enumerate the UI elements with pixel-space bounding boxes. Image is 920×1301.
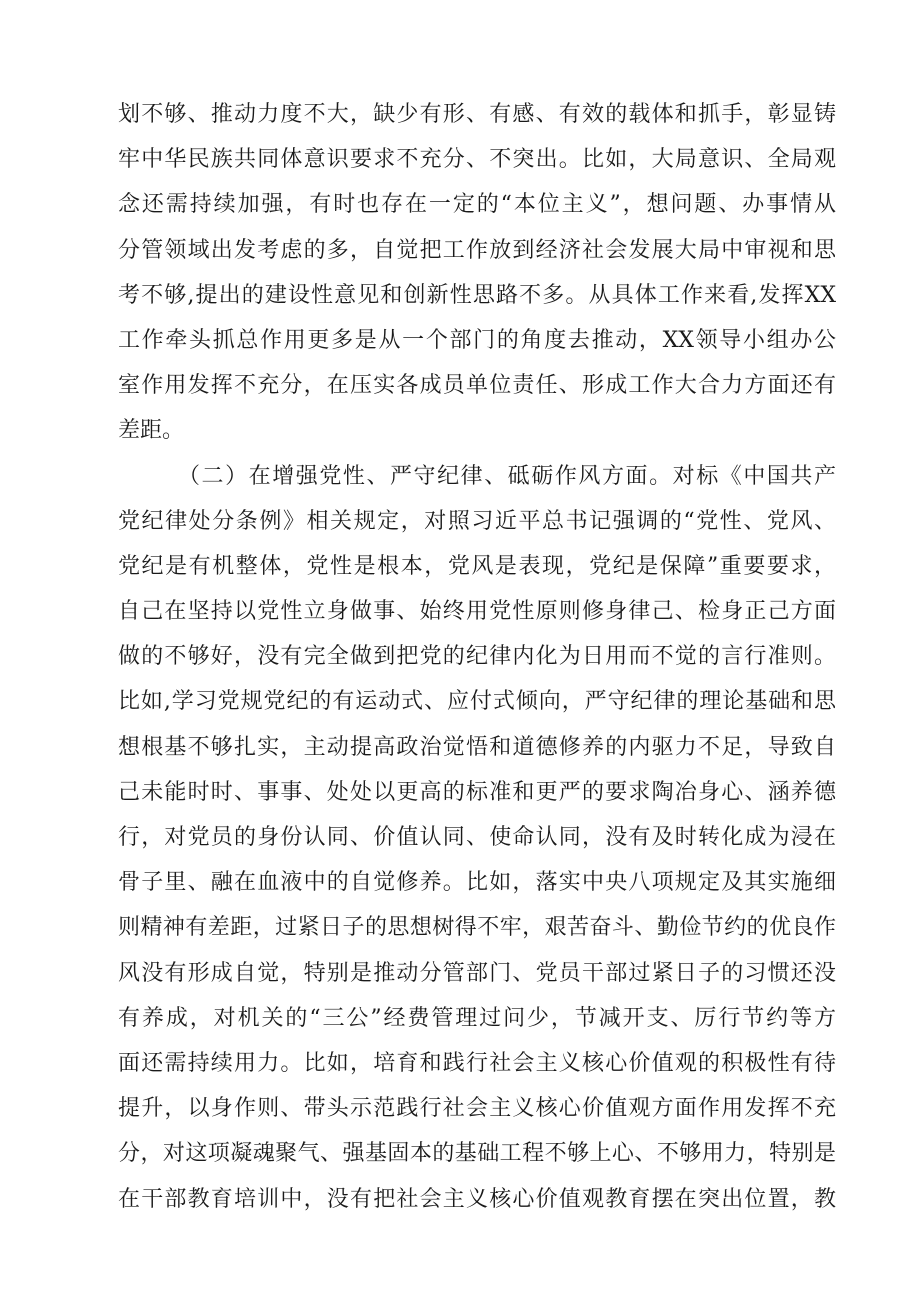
text-line: 己未能时时、事事、处处以更高的标准和更严的要求陶冶身心、涵养德 (118, 779, 836, 805)
text-line: 则精神有差距，过紧日子的思想树得不牢，艰苦奋斗、勤俭节约的优良作 (118, 915, 836, 941)
text-line: 提升，以身作则、带头示范践行社会主义核心价值观方面作用发挥不充 (118, 1096, 836, 1122)
text-line: 分，对这项凝魂聚气、强基固本的基础工程不够上心、不够用力，特别是 (118, 1141, 836, 1167)
text-line: 党纪律处分条例》相关规定，对照习近平总书记强调的“党性、党风、 (118, 508, 836, 534)
section-heading-line: （二）在增强党性、严守纪律、砥砺作风方面。对标《中国共产 (178, 463, 836, 489)
text-line: 工作牵头抓总作用更多是从一个部门的角度去推动，XX领导小组办公 (118, 327, 836, 353)
paragraph-continuation (118, 92, 836, 454)
text-line: 室作用发挥不充分，在压实各成员单位责任、形成工作大合力方面还有 (118, 373, 836, 399)
text-line: 比如,学习党规党纪的有运动式、应付式倾向，严守纪律的理论基础和思 (118, 689, 836, 715)
text-line: 面还需持续用力。比如，培育和践行社会主义核心价值观的积极性有待 (118, 1050, 836, 1076)
paragraph-section-two (118, 454, 836, 1222)
body-text (118, 92, 836, 1222)
text-line: 分管领域出发考虑的多，自觉把工作放到经济社会发展大局中审视和思 (118, 237, 836, 263)
text-line: 骨子里、融在血液中的自觉修养。比如，落实中央八项规定及其实施细 (118, 870, 836, 896)
text-line: 党纪是有机整体，党性是根本，党风是表现，党纪是保障”重要要求， (118, 553, 836, 579)
text-line: 划不够、推动力度不大，缺少有形、有感、有效的载体和抓手，彰显铸 (118, 102, 836, 127)
text-line: 念还需持续加强，有时也存在一定的“本位主义”，想问题、办事情从 (118, 192, 836, 218)
text-line: 做的不够好，没有完全做到把党的纪律内化为日用而不觉的言行准则。 (118, 644, 836, 670)
text-line: 有养成，对机关的“三公”经费管理过问少，节减开支、厉行节约等方 (118, 1005, 836, 1031)
text-line: 自己在坚持以党性立身做事、始终用党性原则修身律己、检身正己方面 (118, 599, 836, 625)
text-line: 在干部教育培训中，没有把社会主义核心价值观教育摆在突出位置，教 (118, 1186, 836, 1212)
text-line: 想根基不够扎实，主动提高政治觉悟和道德修养的内驱力不足，导致自 (118, 734, 836, 760)
text-line: 差距。 (118, 418, 185, 444)
text-line: 行，对党员的身份认同、价值认同、使命认同，没有及时转化成为浸在 (118, 825, 836, 850)
text-line: 考不够,提出的建设性意见和创新性思路不多。从具体工作来看,发挥XX (118, 282, 836, 308)
text-line: 风没有形成自觉，特别是推动分管部门、党员干部过紧日子的习惯还没 (118, 960, 836, 986)
text-line: 牢中华民族共同体意识要求不充分、不突出。比如，大局意识、全局观 (118, 147, 836, 173)
